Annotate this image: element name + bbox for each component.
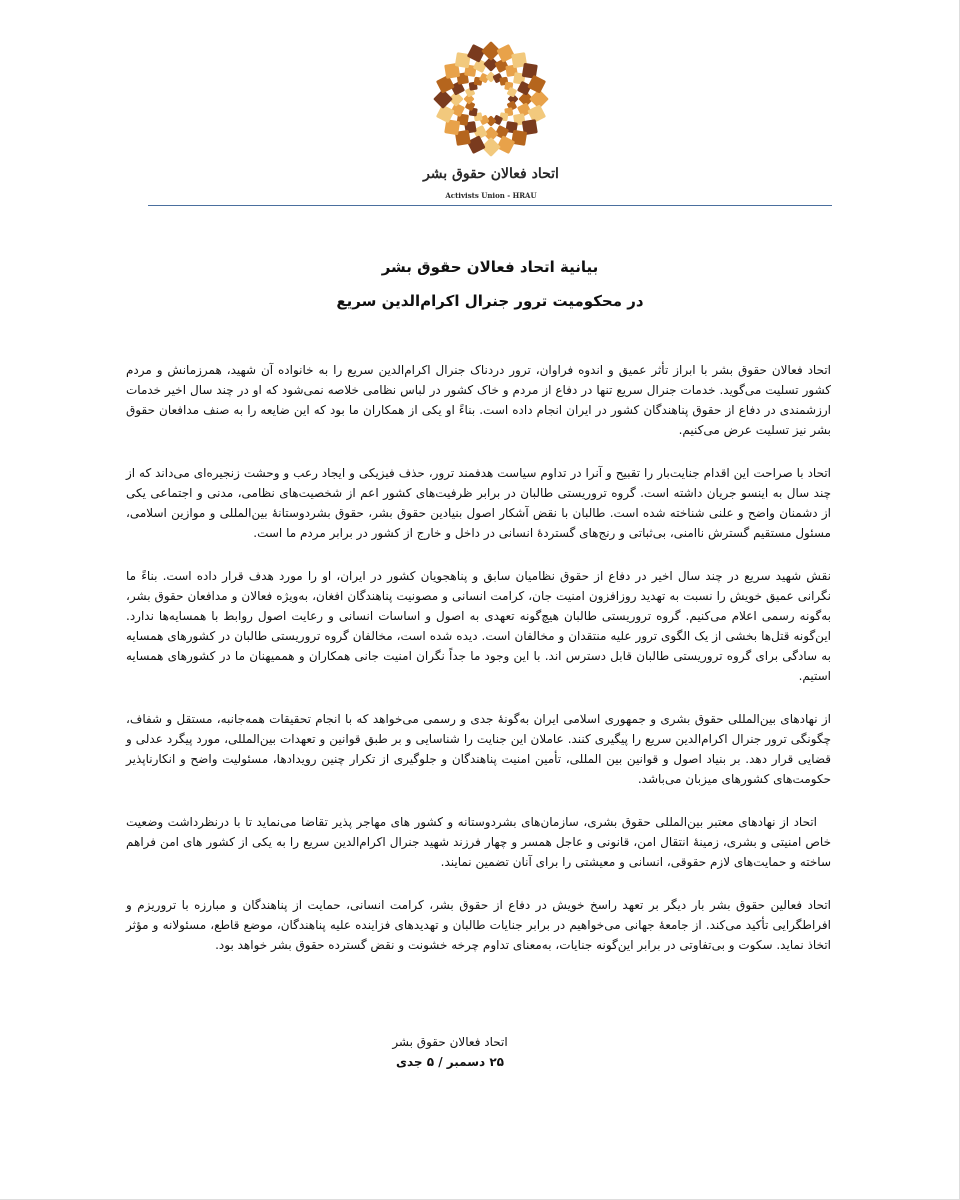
- sunburst-icon: [428, 38, 554, 160]
- signature-date: ۲۵ دسمبر / ۵ جدی: [395, 1055, 505, 1069]
- paragraph-concern: نقش شهید سریع در چند سال اخیر در دفاع از حقوق نظامیان سابق و پناهجویان کشور در ایران، او را مورد هدف قرار داده است. بناءً ما نگرانی عمیق خویش را نسبت به تهدید روزافزون امنیت جان، کرامت انسانی و مصونیت پناهندگان افغان، به‌ویژه فعالان و مدافعان حقوق بشر، به‌گونه رسمی اعلام می‌کنیم. گروه تروریستی طالبان هیچ‌گونه تعهدی به اصول و اساسات انسانی و رعایت اصول روابط با همسایه‌ها ندارد. این‌گونه قتل‌ها بخشی از یک الگوی ترور علیه منتقدان و مخالفان است. دیده شده است، مخالفان گروه تروریستی طالبان در کشورهای همسایه به سادگی برای گروه تروریستی طالبان قابل دسترس اند. با این وجود ما جداً نگران امنیت جانی همکاران و هممیهنان ما در کشورهای همسایه استیم.: [126, 569, 831, 683]
- paragraph-investigation-demand: از نهادهای بین‌المللی حقوق بشری و جمهوری اسلامی ایران به‌گونهٔ جدی و رسمی می‌خواهد که با انجام تحقیقات همه‌جانبه، مستقل و شفاف، چگونگی ترور جنرال اکرام‌الدین سریع را پیگیری کنند. عاملان این جنایت را شناسایی و بر طبق قوانین و تعهدات بین‌المللی، مورد پیگرد عدلی و قضایی قرار دهد. بر بنیاد اصول و قوانین بین المللی، تأمین امنیت پناهندگان و جلوگیری از تکرار چنین رویدادها، مسئولیت واضح و انکارناپذیر حکومت‌های کشورهای میزبان می‌باشد.: [126, 712, 831, 786]
- statement-title: بيانية اتحاد فعالان حقوق بشر: [381, 258, 599, 276]
- logo-caption: Activists Union - HRAU: [445, 191, 537, 200]
- logo-script-text: اتحاد فعالان حقوق بشر: [423, 166, 559, 182]
- hrau-logo: [418, 38, 564, 198]
- paragraph-condemnation: اتحاد با صراحت این اقدام جنایت‌بار را تقبیح و آنرا در تداوم سیاست هدفمند ترور، حذف فیزیکی و ایجاد رعب و وحشت زنجیره‌ای می‌داند که از چند سال به اینسو جریان داشته است. گروه تروریستی طالبان در برابر ظرفیت‌های کشور اعم از شخصیت‌های نظامی، مدنی و اجتماعی یکی از دشمنان واضح و علنی شناخته شده است. طالبان با نقض آشکار اصول بنیادین حقوق بشر، حقوق بشردوستانهٔ بین‌المللی و موازین اسلامی، مسئول مستقیم گسترش ناامنی، بی‌ثباتی و رنج‌های گستردهٔ انسانی در داخل و خارج از کشور در برابر مردم ما است.: [126, 466, 831, 540]
- signature-block: [340, 1032, 560, 1072]
- statement-subtitle: در محكوميت ترور جنرال اكرام‌الدين سريع: [336, 292, 644, 310]
- paragraph-commitment: اتحاد فعالین حقوق بشر بار دیگر بر تعهد راسخ خویش در دفاع از حقوق بشر، کرامت انسانی، حمایت از پناهندگان و مبارزه با تروریزم و افراطگرایی تأکید می‌کند. از جامعهٔ جهانی می‌خواهیم در برابر جنایات طالبان و تهدیدهای فزاینده علیه پناهندگان، موضع قاطع، مسئولانه و مؤثر اتخاذ نماید. سکوت و بی‌تفاوتی در برابر این‌گونه جنایات، به‌معنای تداوم چرخه خشونت و نقض گسترده حقوق بشر خواهد بود.: [126, 898, 831, 952]
- signature-org: اتحاد فعالان حقوق بشر: [392, 1035, 508, 1049]
- header-divider: [148, 205, 832, 206]
- paragraph-condolence: اتحاد فعالان حقوق بشر با ابراز تأثر عميق و اندوه فراوان، ترور دردناک جنرال اکرام‌الدین سریع را به خانواده آن شهید، همرزمانش و مردم کشور تسلیت می‌گوید. خدمات جنرال سریع تنها در دفاع از مردم و خاک کشور در لباس نظامی خلاصه نمی‌شود که او در چند سال اخیر خدمات ارزشمندی در دفاع از حقوق پناهندگان کشور در ایران انجام داده است. بناءً او یکی از همکاران ما بود که این ضایعه را به صنف مدافعان حقوق بشر نیز تسلیت عرض می‌کنیم.: [126, 363, 831, 437]
- statement-body: [126, 360, 831, 978]
- paragraph-family-relocation: اتحاد از نهادهای معتبر بین‌المللی حقوق بشری، سازمان‌های بشردوستانه و کشور های مهاجر پذیر تقاضا می‌نماید تا با درنظرداشت وضعیت خاص امنیتی و بشری، زمینهٔ انتقال امن، قانونی و عاجل همسر و چهار فرزند شهید جنرال اکرام‌الدین سریع را به یکی از کشور های امن فراهم ساخته و حمایت‌های لازم حقوقی، انسانی و معیشتی را برای آنان تضمین نمایند.: [126, 815, 831, 869]
